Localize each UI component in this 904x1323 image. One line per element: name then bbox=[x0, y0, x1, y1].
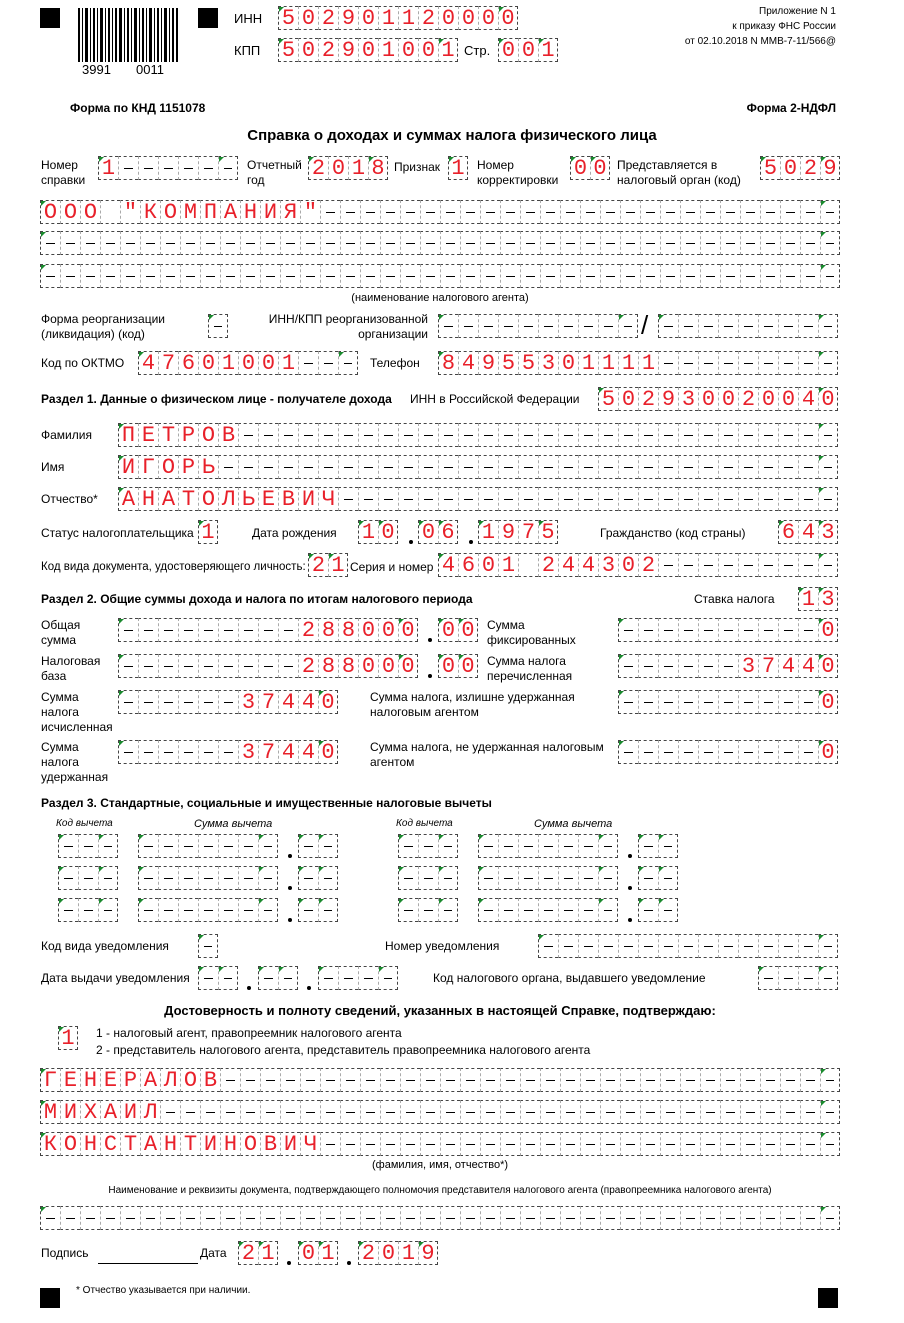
total-dot bbox=[428, 638, 432, 642]
page-field[interactable]: 0 0 1 bbox=[498, 38, 558, 62]
notice-date-dot bbox=[247, 986, 251, 990]
appendix-line-1: Приложение N 1 bbox=[759, 6, 836, 17]
signer-surname-field[interactable]: Г Е Н Е Р А Л О В bbox=[40, 1068, 840, 1092]
status-field[interactable]: 1 bbox=[198, 520, 218, 544]
birth-month-field[interactable]: 0 6 bbox=[418, 520, 458, 544]
deduction-field[interactable] bbox=[138, 898, 278, 922]
birth-day-field[interactable]: 1 0 bbox=[358, 520, 398, 544]
date-label: Дата bbox=[200, 1246, 227, 1260]
deduction-sum-label: Сумма вычета bbox=[534, 818, 613, 830]
name-label: Имя bbox=[41, 460, 65, 474]
notice-num-field[interactable] bbox=[538, 934, 838, 958]
calc-label: Сумма налога исчисленная bbox=[41, 690, 113, 734]
fixed-field[interactable]: 0 bbox=[618, 618, 838, 642]
doc-caption: Наименование и реквизиты документа, подтверждающего полномочия представителя налогового агента (правопреемника налогового агента) bbox=[108, 1185, 772, 1196]
doc-code-field[interactable]: 2 1 bbox=[308, 553, 348, 577]
deduction-sum-label: Сумма вычета bbox=[194, 818, 273, 830]
appendix-line-3: от 02.10.2018 N ММВ-7-11/566@ bbox=[684, 36, 836, 47]
barcode bbox=[78, 8, 178, 62]
doc-series-field[interactable]: 4 6 0 1 2 4 4 3 0 2 bbox=[438, 553, 838, 577]
transferred-label: Сумма налога перечисленная bbox=[487, 654, 573, 683]
doc-code-label: Код вида документа, удостоверяющего личность: bbox=[41, 561, 306, 573]
deduction-field[interactable] bbox=[638, 834, 678, 858]
sign-field[interactable]: 1 bbox=[448, 156, 468, 180]
kpp-label: КПП bbox=[234, 43, 261, 58]
ref-num-label: Номер справки bbox=[41, 158, 86, 187]
signature-line[interactable] bbox=[98, 1263, 198, 1264]
date-month-field[interactable]: 0 1 bbox=[298, 1241, 338, 1265]
withheld-field[interactable]: 3 7 4 4 0 bbox=[118, 740, 338, 764]
base-kop-field[interactable]: 0 0 bbox=[438, 654, 478, 678]
total-label: Общая сумма bbox=[41, 618, 81, 647]
notice-date-day[interactable] bbox=[198, 966, 238, 990]
deduction-field[interactable] bbox=[58, 866, 118, 890]
birth-year-field[interactable]: 1 9 7 5 bbox=[478, 520, 558, 544]
inn-rf-field[interactable]: 5 0 2 9 3 0 0 2 0 0 4 0 bbox=[598, 387, 838, 411]
deduction-field[interactable] bbox=[398, 898, 458, 922]
deduction-dot bbox=[288, 854, 292, 858]
notice-authority-label: Код налогового органа, выдавшего уведомление bbox=[433, 971, 706, 985]
excess-field[interactable]: 0 bbox=[618, 690, 838, 714]
doc-series-label: Серия и номер bbox=[350, 560, 434, 574]
base-dot bbox=[428, 674, 432, 678]
oktmo-field[interactable]: 4 7 6 0 1 0 0 1 bbox=[138, 351, 358, 375]
form-name: Форма 2-НДФЛ bbox=[746, 101, 836, 115]
corner-marker-top-mid bbox=[198, 8, 218, 28]
deduction-code-label: Код вычета bbox=[396, 818, 453, 829]
representative-doc-field[interactable] bbox=[40, 1206, 840, 1230]
confirm-title: Достоверность и полноту сведений, указанных в настоящей Справке, подтверждаю: bbox=[164, 1003, 716, 1018]
footnote: * Отчество указывается при наличии. bbox=[76, 1285, 251, 1296]
deduction-field[interactable] bbox=[298, 834, 338, 858]
reorg-separator: / bbox=[641, 310, 649, 340]
page-label: Стр. bbox=[464, 43, 491, 58]
corner-marker-bottom-right bbox=[818, 1288, 838, 1308]
inn-label: ИНН bbox=[234, 11, 263, 26]
deduction-field[interactable] bbox=[478, 898, 618, 922]
corr-label: Номер корректировки bbox=[477, 158, 559, 187]
fixed-label: Сумма фиксированных bbox=[487, 618, 576, 647]
notice-date-year[interactable] bbox=[318, 966, 398, 990]
form-knd: Форма по КНД 1151078 bbox=[70, 101, 206, 115]
patronymic-field[interactable]: А Н А Т О Л Ь Е В И Ч bbox=[118, 487, 838, 511]
date-year-field[interactable]: 2 0 1 9 bbox=[358, 1241, 438, 1265]
reorg-inn-field[interactable] bbox=[438, 314, 638, 338]
year-label: Отчетный год bbox=[247, 158, 302, 187]
date-day-field[interactable]: 2 1 bbox=[238, 1241, 278, 1265]
birth-date-dot bbox=[409, 540, 413, 544]
base-field[interactable]: 2 8 8 0 0 0 bbox=[118, 654, 418, 678]
deduction-field[interactable] bbox=[478, 834, 618, 858]
fio-caption: (фамилия, имя, отчество*) bbox=[371, 1159, 509, 1171]
section1-title: Раздел 1. Данные о физическом лице - получателе дохода bbox=[41, 392, 392, 406]
not-withheld-label: Сумма налога, не удержанная налоговым агентом bbox=[370, 740, 604, 769]
deduction-dot bbox=[628, 918, 632, 922]
surname-field[interactable]: П Е Т Р О В bbox=[118, 423, 838, 447]
total-kop-field[interactable]: 0 0 bbox=[438, 618, 478, 642]
signer-patronymic-field[interactable]: К О Н С Т А Н Т И Н О В И Ч bbox=[40, 1132, 840, 1156]
phone-label: Телефон bbox=[370, 356, 420, 370]
deduction-field[interactable] bbox=[298, 866, 338, 890]
reorg-kpp-field[interactable] bbox=[658, 314, 838, 338]
agent-name-caption: (наименование налогового агента) bbox=[351, 292, 529, 304]
transferred-field[interactable]: 3 7 4 4 0 bbox=[618, 654, 838, 678]
page-title: Справка о доходах и суммах налога физического лица bbox=[247, 127, 657, 144]
appendix-line-2: к приказу ФНС России bbox=[732, 21, 836, 32]
signer-name-field[interactable]: М И Х А И Л bbox=[40, 1100, 840, 1124]
barcode-icon bbox=[78, 8, 178, 62]
deduction-field[interactable] bbox=[638, 866, 678, 890]
notice-date-dot bbox=[307, 986, 311, 990]
notice-type-field[interactable] bbox=[198, 934, 218, 958]
deduction-field[interactable] bbox=[58, 898, 118, 922]
oktmo-label: Код по ОКТМО bbox=[41, 356, 125, 370]
deduction-field[interactable] bbox=[398, 866, 458, 890]
corr-field[interactable]: 0 0 bbox=[570, 156, 610, 180]
inn-rf-label: ИНН в Российской Федерации bbox=[410, 392, 580, 406]
deduction-field[interactable] bbox=[138, 866, 278, 890]
calc-field[interactable]: 3 7 4 4 0 bbox=[118, 690, 338, 714]
notice-type-label: Код вида уведомления bbox=[41, 939, 169, 953]
agent-name-line-1[interactable]: О О О " К О М П А Н И Я " bbox=[40, 200, 840, 224]
notice-authority-field[interactable] bbox=[758, 966, 838, 990]
reorg-inn-label: ИНН/КПП реорганизованной организации bbox=[268, 312, 428, 341]
withheld-label: Сумма налога удержанная bbox=[41, 740, 109, 784]
deduction-dot bbox=[288, 886, 292, 890]
notice-date-month[interactable] bbox=[258, 966, 298, 990]
notice-num-label: Номер уведомления bbox=[385, 939, 500, 953]
ref-num-field[interactable]: 1 bbox=[98, 156, 238, 180]
corner-marker-bottom-left bbox=[40, 1288, 60, 1308]
confirm-option-1: 1 - налоговый агент, правопреемник налогового агента bbox=[96, 1026, 402, 1040]
phone-field[interactable]: 8 4 9 5 5 3 0 1 1 1 1 bbox=[438, 351, 838, 375]
agent-name-line-3[interactable] bbox=[40, 264, 840, 288]
kpp-field[interactable]: 5 0 2 9 0 1 0 0 1 bbox=[278, 38, 458, 62]
confirm-field[interactable]: 1 bbox=[58, 1026, 78, 1050]
tax-authority-label: Представляется в налоговый орган (код) bbox=[617, 158, 741, 187]
year-field[interactable]: 2 0 1 8 bbox=[308, 156, 388, 180]
deduction-field[interactable] bbox=[298, 898, 338, 922]
tax-authority-field[interactable]: 5 0 2 9 bbox=[760, 156, 840, 180]
status-label: Статус налогоплательщика bbox=[41, 526, 194, 540]
deduction-field[interactable] bbox=[138, 834, 278, 858]
deduction-dot bbox=[628, 854, 632, 858]
agent-name-line-2[interactable] bbox=[40, 231, 840, 255]
notice-date-label: Дата выдачи уведомления bbox=[41, 971, 190, 985]
citizenship-field[interactable]: 6 4 3 bbox=[778, 520, 838, 544]
inn-field[interactable]: 5 0 2 9 0 1 1 2 0 0 0 0 bbox=[278, 6, 518, 30]
name-field[interactable]: И Г О Р Ь bbox=[118, 455, 838, 479]
section3-title: Раздел 3. Стандартные, социальные и имущественные налоговые вычеты bbox=[41, 796, 492, 810]
deduction-field[interactable] bbox=[398, 834, 458, 858]
base-label: Налоговая база bbox=[41, 654, 101, 683]
date-dot bbox=[347, 1261, 351, 1265]
confirm-option-2: 2 - представитель налогового агента, представитель правопреемника налогового агента bbox=[96, 1043, 591, 1057]
barcode-number-2: 0011 bbox=[136, 62, 164, 77]
excess-label: Сумма налога, излишне удержанная налоговым агентом bbox=[370, 690, 575, 719]
patronymic-label: Отчество* bbox=[41, 492, 98, 506]
reorg-form-label: Форма реорганизации (ликвидация) (код) bbox=[41, 312, 165, 341]
corner-marker-top-left bbox=[40, 8, 60, 28]
section2-title: Раздел 2. Общие суммы дохода и налога по итогам налогового периода bbox=[41, 592, 473, 606]
rate-field[interactable]: 1 3 bbox=[798, 587, 838, 611]
barcode-number-1: 3991 bbox=[82, 62, 111, 77]
deduction-field[interactable] bbox=[478, 866, 618, 890]
rate-label: Ставка налога bbox=[694, 592, 775, 606]
sign-label: Признак bbox=[394, 160, 441, 174]
signature-label: Подпись bbox=[41, 1246, 89, 1260]
deduction-dot bbox=[628, 886, 632, 890]
surname-label: Фамилия bbox=[41, 428, 92, 442]
total-field[interactable]: 2 8 8 0 0 0 bbox=[118, 618, 418, 642]
birth-label: Дата рождения bbox=[252, 526, 337, 540]
deduction-dot bbox=[288, 918, 292, 922]
birth-date-dot bbox=[469, 540, 473, 544]
deduction-code-label: Код вычета bbox=[56, 818, 113, 829]
reorg-form-field[interactable] bbox=[208, 314, 228, 338]
citizenship-label: Гражданство (код страны) bbox=[600, 526, 746, 540]
date-dot bbox=[287, 1261, 291, 1265]
deduction-field[interactable] bbox=[638, 898, 678, 922]
deduction-field[interactable] bbox=[58, 834, 118, 858]
not-withheld-field[interactable]: 0 bbox=[618, 740, 838, 764]
